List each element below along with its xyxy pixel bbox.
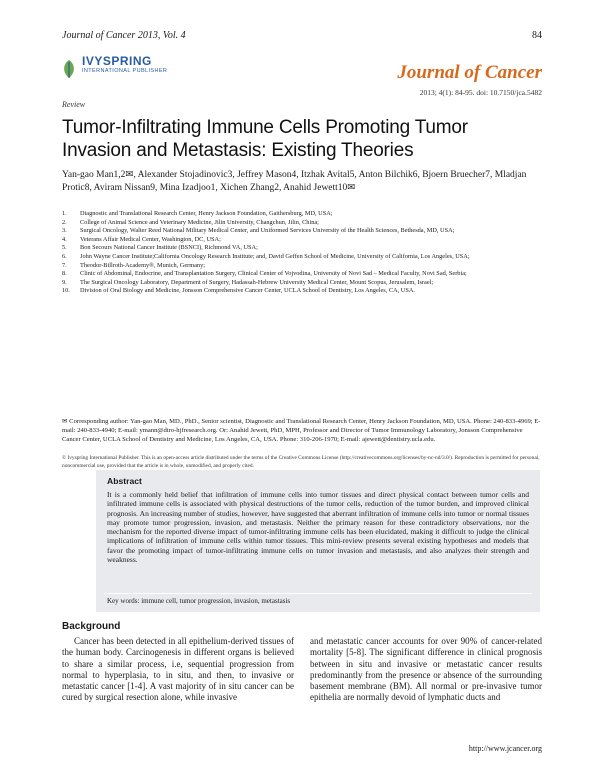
body-column-left: Cancer has been detected in all epithelium-derived tissues of the human body. Carcinogenesis in different organs is believed to share a similar process, i.e, sequential progression from normal to hyperplasia, to in situ, and then, to invasive or metastatic cancer [1-4]. A vast majority of in situ cancer can be cured by surgical resection alone, while invasive	[62, 636, 294, 703]
abstract-box	[96, 470, 540, 612]
affiliation-item: 3. Surgical Oncology, Walter Reed National Military Medical Center, and Uniformed Services University of the Health Sciences, Bethesda, MD, USA;	[62, 227, 455, 235]
affiliation-item: 1. Diagnostic and Translational Research Center, Henry Jackson Foundation, Gaithersburg, MD, USA;	[62, 210, 333, 217]
affiliation-item: 9. The Surgical Oncology Laboratory, Department of Surgery, Hadassah-Hebrew University Medical Center, Mount Scopus, Jerusalem, Israel;	[62, 278, 434, 286]
affiliation-item: 10. Division of Oral Biology and Medicine, Jonsson Comprehensive Cancer Center, UCLA School of Dentistry, Los Angeles, CA, USA.	[62, 287, 415, 295]
affiliation-list	[62, 210, 542, 296]
journal-title: Journal of Cancer	[397, 62, 542, 83]
publisher-subtitle: INTERNATIONAL PUBLISHER	[82, 68, 168, 74]
license-note: © Ivyspring International Publisher. This is an open-access article distributed under the terms of the Creative Commons License (http://creativecommons.org/licenses/by-nc-nd/3.0/). Reproduction is permitted for personal, noncommercial use, provided that the article is in whole, unmodified, and properly cited.	[62, 455, 540, 469]
footer-url[interactable]: http://www.jcancer.org	[468, 744, 542, 753]
abstract-heading: Abstract	[107, 476, 142, 486]
article-title: Tumor-Infiltrating Immune Cells Promoting Tumor Invasion and Metastasis: Existing Theories	[62, 117, 468, 161]
affiliation-item: 5. Bon Secours National Cancer Institute (BSNCI), Richmond VA, USA;	[62, 244, 258, 252]
citation-line: 2013; 4(1): 84-95. doi: 10.7150/jca.5482	[419, 88, 542, 97]
affiliation-item: 4. Veterans Affair Medical Center, Washington, DC, USA;	[62, 235, 221, 243]
body-column-right: and metastatic cancer accounts for over 90% of cancer-related mortality [5-8]. The significant difference in clinical prognosis between in situ and invasive or metastatic cancer results predominantly from the presence or absence of the surrounding basement membrane (BM). All normal or pre-invasive tumor epithelia are normally devoid of lymphatic ducts and	[310, 636, 542, 703]
affiliation-item: 8. Clinic of Abdominal, Endocrine, and Transplantation Surgery, Clinical Center of Vojvodina, University of Novi Sad – Medical Faculty, Novi Sad, Serbia;	[62, 270, 467, 278]
affiliation-item: 7. Theodor-Billroth-Academy®, Munich, Germany;	[62, 261, 205, 269]
ivy-leaf-icon	[60, 58, 78, 80]
affiliation-item: 2. College of Animal Science and Veterinary Medicine, Jilin University, Changchun, Jilin, China;	[62, 218, 319, 226]
page-number: 84	[532, 30, 542, 41]
affiliation-item: 6. John Wayne Cancer Institute;California Oncology Research Institute; and, David Geffen School of Medicine, University of California, Los Angeles, USA;	[62, 252, 470, 260]
section-heading-background: Background	[62, 621, 121, 632]
author-list: Yan-gao Man1,2✉, Alexander Stojadinovic3, Jeffrey Mason4, Itzhak Avital5, Anton Bilchik6, Bjoern Bruecher7, Mladjan Protic8, Aviram Nissan9, Mina Izadjoo1, Xichen Zhang2, Anahid Jewett10✉	[62, 170, 527, 193]
article-type: Review	[62, 100, 86, 109]
running-head-text: Journal of Cancer 2013, Vol. 4	[62, 30, 186, 41]
publisher-logo	[60, 54, 220, 82]
running-header	[62, 30, 542, 41]
publisher-name: IVYSPRING	[82, 54, 152, 68]
corresponding-author: ✉ Corresponding author: Yan-gao Man, MD., PhD., Senior scientist, Diagnostic and Translational Research Center, Henry Jackson Foundation, MD, USA. Phone: 240-833-4969; E-mail: 240-833-4940; E-mail: ymann@dtro-hjfresearch.org. Or: Anahid Jewett, PhD, MPH, Professor and Director of Tumor Immunology Laboratory, Jonsson Comprehensive Cancer Center, UCLA School of Dentistry and Medicine, Los Angeles, CA, USA. Phone: 310-206-1970; E-mail: ajewett@dentistry.ucla.edu.	[62, 418, 541, 443]
abstract-text: It is a commonly held belief that infiltration of immune cells into tumor tissues and direct physical contact between tumor cells and infiltrated immune cells is associated with physical destructions of the tumor cells, reduction of the tumor burden, and improved clinical prognosis. An increasing number of studies, however, have suggested that aberrant infiltration of immune cells into tumor or normal tissues may promote tumor progression, invasion, and metastasis. Neither the primary reason for these contradictory observations, nor the mechanism for the reported diverse impact of tumor-infiltrating immune cells has been elucidated, making it difficult to judge the clinical implications of infiltration of immune cells within tumor tissues. This mini-review presents several existing hypotheses and models that favor the promoting impact of tumor-infiltrating immune cells on tumor invasion and metastasis, and also analyzes their strength and weakness.	[107, 490, 529, 565]
keywords: Key words: immune cell, tumor progression, invasion, metastasis	[107, 597, 291, 605]
abstract-divider	[104, 593, 532, 594]
